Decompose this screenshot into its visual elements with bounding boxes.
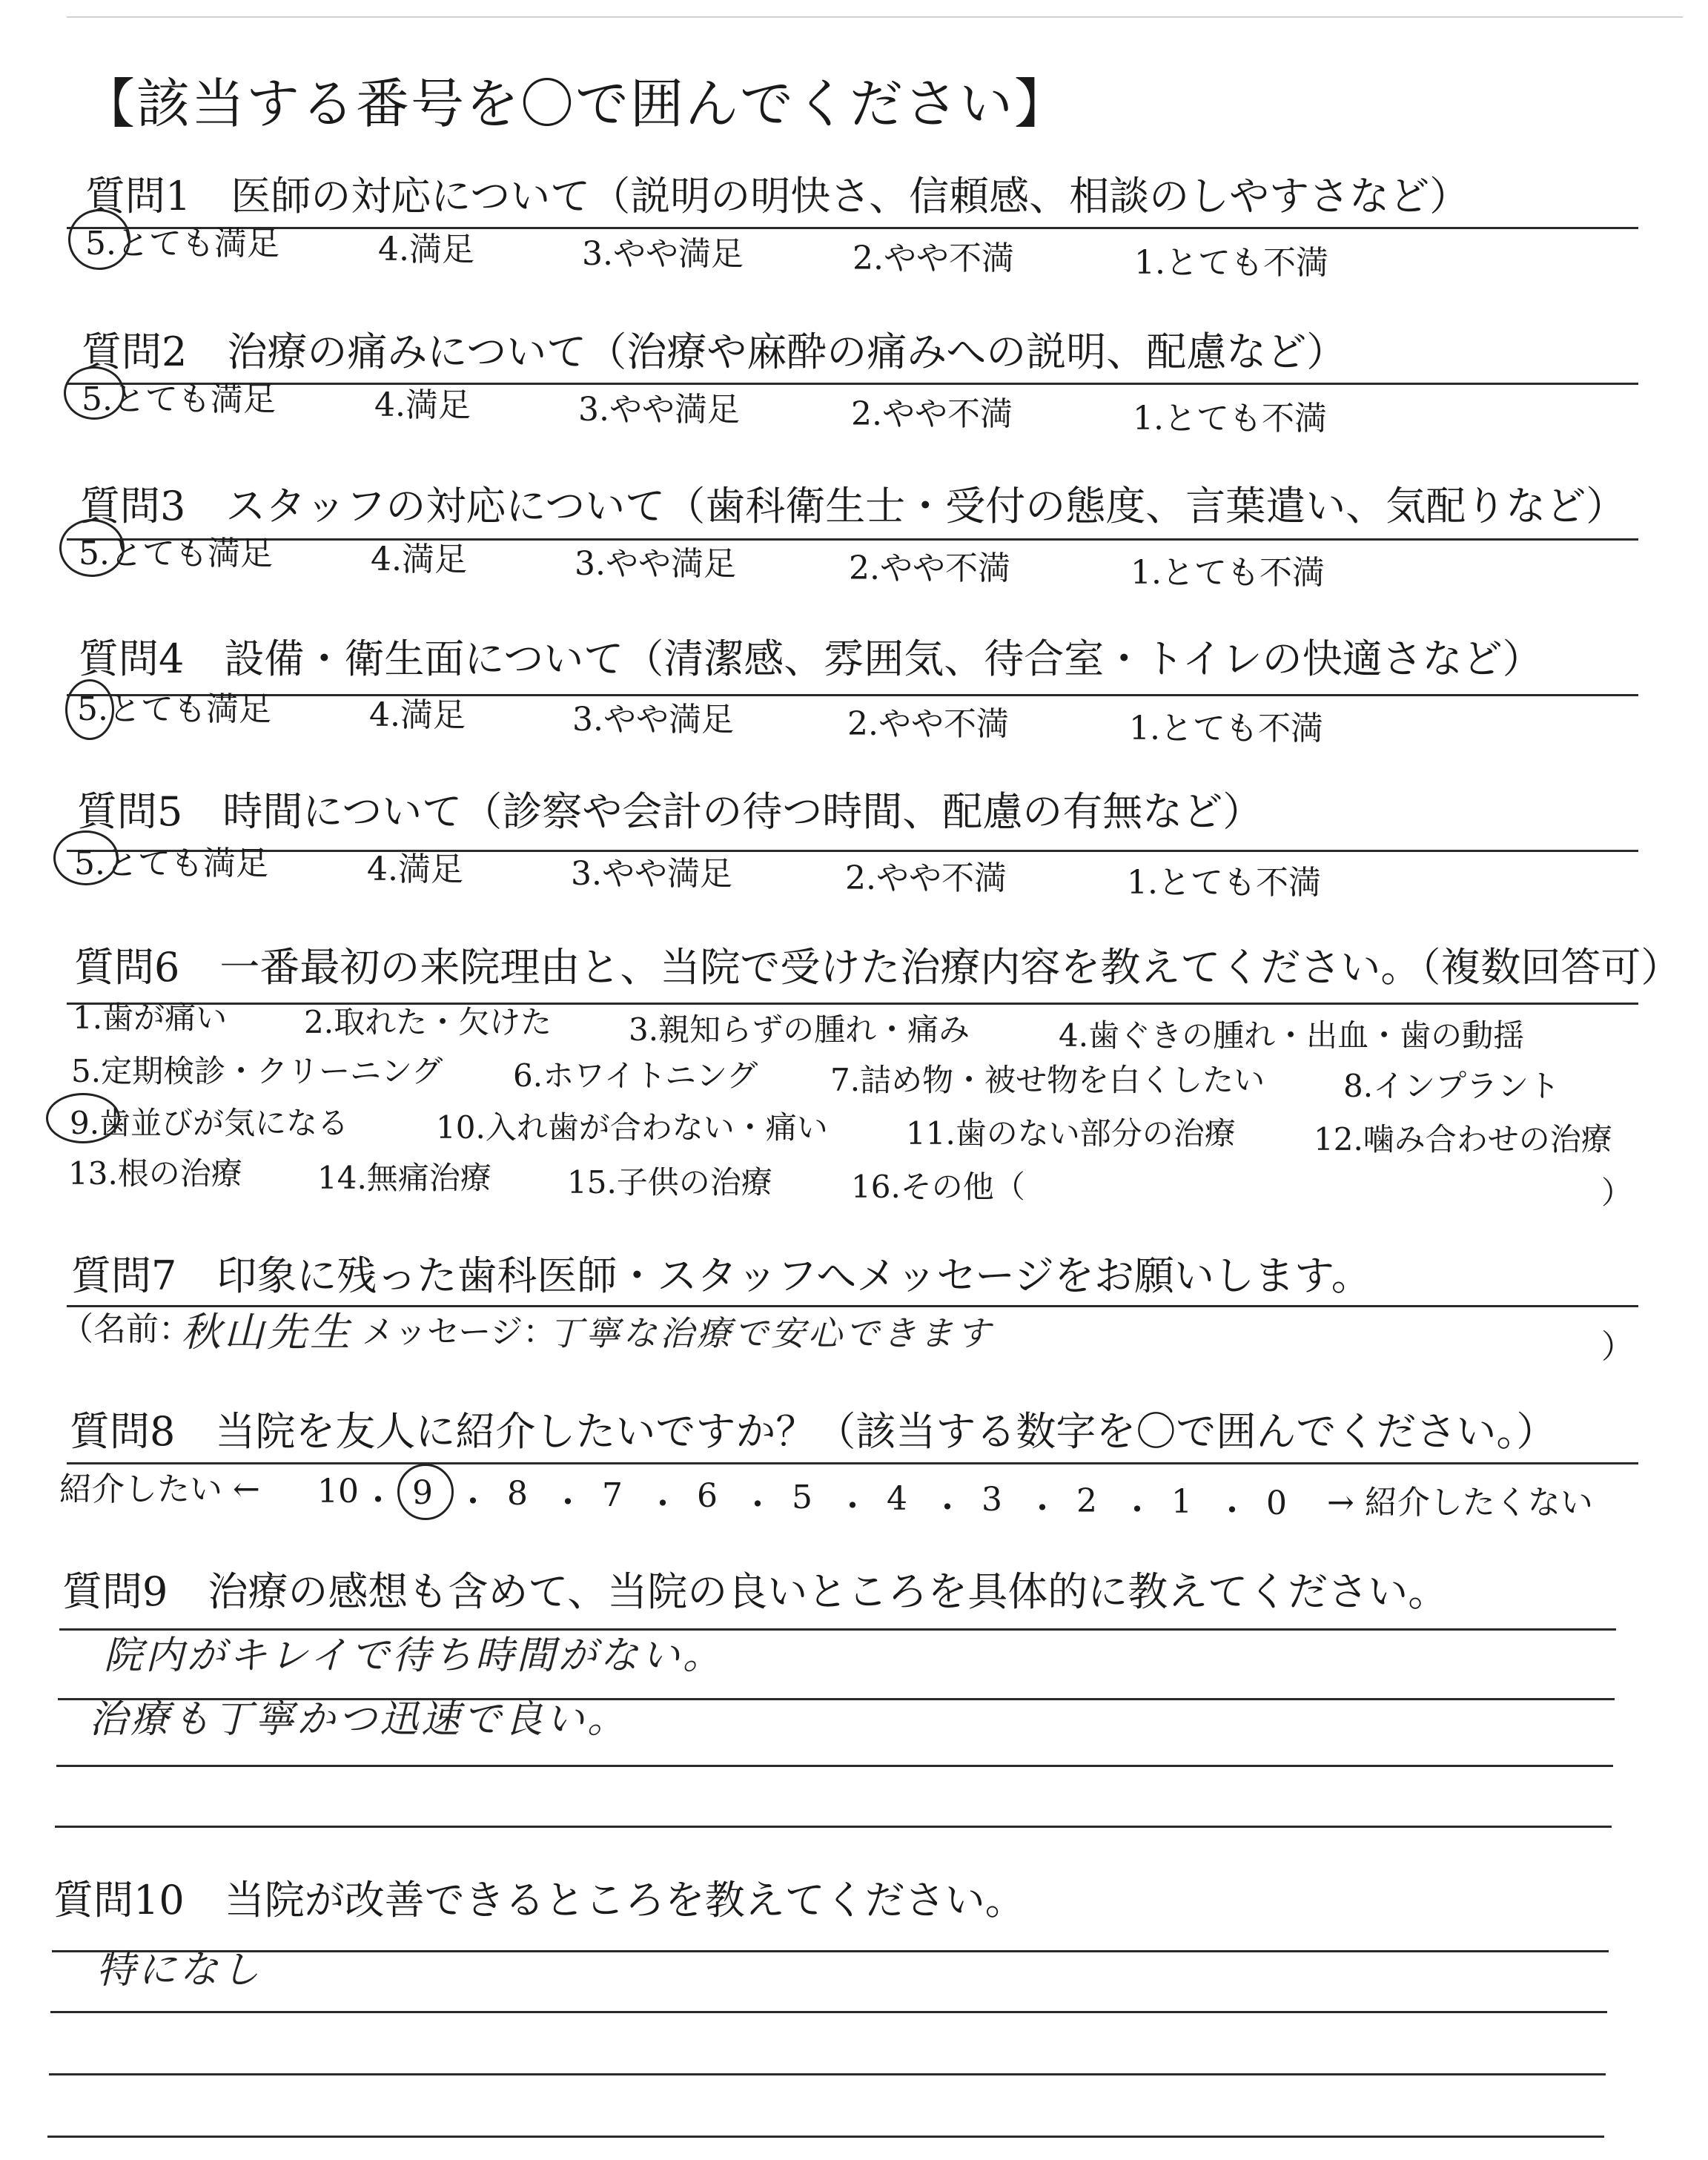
question-label: 質問3 (80, 483, 186, 529)
q8-scale-number[interactable]: 7 (602, 1476, 623, 1514)
question-text: 当院を友人に紹介したいですか？（該当する数字を〇で囲んでください。） (215, 1408, 1557, 1455)
question-label: 質問9 (62, 1568, 168, 1615)
question-7-heading (71, 1244, 1371, 1301)
answer-circle-mark (59, 519, 125, 577)
q5-option-5[interactable]: 5.とても満足 (74, 845, 268, 882)
q6-option-14[interactable]: 14.無痛治療 (317, 1160, 491, 1196)
q6-other-close-paren: ） (1601, 1175, 1633, 1211)
q6-option-1[interactable]: 1.歯が痛い (73, 1000, 228, 1036)
q6-option-4[interactable]: 4.歯ぐきの腫れ・出血・歯の動揺 (1059, 1017, 1525, 1054)
answer-circle-mark (53, 830, 119, 885)
question-label: 質問8 (70, 1408, 176, 1455)
q8-scale-separator: ・ (1026, 1490, 1059, 1528)
q6-option-8[interactable]: 8.インプラント (1343, 1068, 1560, 1104)
q7-message-label: メッセージ： (362, 1313, 556, 1351)
answer-circle-mark (397, 1464, 454, 1520)
q6-option-5[interactable]: 5.定期検診・クリーニング (71, 1053, 443, 1089)
q1-option-4[interactable]: 4.満足 (378, 231, 474, 268)
q9-answer-line-2[interactable]: 治療も丁寧かつ迅速で良い。 (89, 1697, 629, 1742)
q8-scale-number[interactable]: 2 (1076, 1482, 1097, 1520)
q8-scale-number[interactable]: 10 (317, 1473, 359, 1510)
q6-option-9[interactable]: 9.歯並びが気になる (70, 1105, 349, 1141)
question-text: 印象に残った歯科医師・スタッフへメッセージをお願いします。 (216, 1252, 1371, 1299)
question-10-heading (53, 1869, 1025, 1926)
q1-option-3[interactable]: 3.やや満足 (582, 235, 744, 273)
answer-line (50, 2011, 1607, 2013)
q4-option-3[interactable]: 3.やや満足 (572, 701, 734, 739)
q8-scale-number[interactable]: 6 (697, 1477, 718, 1516)
question-8-heading (70, 1400, 1556, 1457)
q8-scale-separator: ・ (931, 1488, 964, 1527)
question-label: 質問6 (74, 944, 180, 991)
question-text: 時間について（診察や会計の待つ時間、配慮の有無など） (222, 788, 1263, 835)
q8-scale-separator: ・ (552, 1484, 584, 1522)
answer-line (52, 1950, 1609, 1952)
q5-option-1[interactable]: 1.とても不満 (1127, 864, 1321, 902)
q1-option-2[interactable]: 2.やや不満 (853, 240, 1014, 277)
q10-answer-line-1[interactable]: 特になし (96, 1948, 263, 1992)
answer-circle-mark (68, 209, 130, 270)
answer-line (49, 2073, 1606, 2075)
q4-option-2[interactable]: 2.やや不満 (847, 705, 1009, 743)
q8-left-label: 紹介したい ← (59, 1470, 260, 1508)
q7-name-handwritten[interactable]: 秋山先生 (181, 1309, 353, 1355)
question-text: 治療の感想も含めて、当院の良いところを具体的に教えてください。 (208, 1568, 1449, 1615)
answer-line (56, 1765, 1613, 1767)
q8-scale-separator: ・ (836, 1487, 869, 1525)
q5-option-2[interactable]: 2.やや不満 (845, 859, 1007, 897)
q6-option-11[interactable]: 11.歯のない部分の治療 (906, 1115, 1236, 1152)
q2-option-5[interactable]: 5.とても満足 (82, 380, 276, 418)
q3-option-2[interactable]: 2.やや不満 (849, 549, 1010, 587)
question-label: 質問7 (71, 1252, 177, 1299)
q4-option-1[interactable]: 1.とても不満 (1129, 710, 1323, 747)
q3-option-5[interactable]: 5.とても満足 (79, 535, 273, 572)
q8-scale-number[interactable]: 8 (507, 1475, 528, 1513)
question-text: 当院が改善できるところを教えてください。 (224, 1877, 1025, 1923)
question-text: 設備・衛生面について（清潔感、雰囲気、待合室・トイレの快適さなど） (224, 635, 1543, 682)
q9-answer-line-1[interactable]: 院内がキレイで待ち時間がない。 (104, 1634, 724, 1678)
q5-option-3[interactable]: 3.やや満足 (571, 855, 732, 893)
q8-scale-separator: ・ (457, 1482, 489, 1521)
q2-option-2[interactable]: 2.やや不満 (851, 395, 1013, 433)
q8-scale-number[interactable]: 1 (1171, 1483, 1192, 1522)
q2-option-1[interactable]: 1.とても不満 (1133, 400, 1327, 437)
q8-scale-separator: ・ (646, 1484, 679, 1523)
answer-line (47, 2136, 1604, 2138)
q1-option-1[interactable]: 1.とても不満 (1134, 244, 1328, 282)
divider (67, 1003, 1638, 1005)
q7-close-paren: ） (1601, 1328, 1634, 1366)
answer-circle-mark (64, 366, 125, 420)
q6-option-15[interactable]: 15.子供の治療 (567, 1164, 772, 1200)
q6-option-6[interactable]: 6.ホワイトニング (513, 1057, 758, 1094)
q6-option-3[interactable]: 3.親知らずの腫れ・痛み (629, 1011, 970, 1048)
question-4-heading (79, 627, 1543, 684)
question-text: スタッフの対応について（歯科衛生士・受付の態度、言葉遣い、気配りなど） (225, 483, 1626, 529)
q5-option-4[interactable]: 4.満足 (367, 851, 463, 888)
q8-scale-number[interactable]: 0 (1266, 1484, 1287, 1522)
q8-right-label: → 紹介したくない (1327, 1484, 1593, 1522)
question-label: 質問10 (53, 1877, 185, 1923)
q3-option-4[interactable]: 4.満足 (371, 541, 467, 578)
q8-scale-separator: ・ (1216, 1492, 1248, 1530)
q6-option-10[interactable]: 10.入れ歯が合わない・痛い (436, 1109, 828, 1146)
q6-option-2[interactable]: 2.取れた・欠けた (304, 1004, 552, 1040)
divider (67, 1462, 1638, 1464)
answer-circle-mark (46, 1093, 120, 1143)
q8-scale-separator: ・ (1121, 1490, 1153, 1529)
q8-scale-number[interactable]: 3 (982, 1481, 1002, 1519)
question-label: 質問2 (82, 328, 188, 375)
answer-line (55, 1826, 1612, 1828)
question-9-heading (62, 1560, 1448, 1617)
q2-option-3[interactable]: 3.やや満足 (578, 391, 740, 429)
q3-option-1[interactable]: 1.とても不満 (1131, 554, 1325, 592)
question-6-heading (74, 936, 1681, 993)
question-3-heading (80, 475, 1626, 532)
question-2-heading (82, 320, 1346, 377)
q8-scale-separator: ・ (362, 1482, 394, 1519)
question-5-heading (77, 780, 1262, 837)
page-title: 【該当する番号を〇で囲んでください】 (82, 73, 1070, 135)
q7-message-handwritten[interactable]: 丁寧な治療で安心できます (549, 1313, 993, 1353)
q6-option-13[interactable]: 13.根の治療 (68, 1155, 242, 1192)
q8-scale-separator: ・ (741, 1486, 774, 1525)
question-label: 質問4 (79, 635, 185, 682)
q8-scale-number[interactable]: 5 (792, 1479, 812, 1516)
question-1-heading (85, 165, 1469, 222)
q2-option-4[interactable]: 4.満足 (374, 386, 471, 424)
question-text: 医師の対応について（説明の明快さ、信頼感、相談のしやすさなど） (231, 173, 1470, 219)
divider (67, 227, 1638, 229)
answer-circle-mark (65, 679, 114, 740)
q1-option-5[interactable]: 5.とても満足 (85, 225, 279, 262)
divider (67, 538, 1638, 541)
divider (67, 383, 1638, 385)
page-edge (67, 16, 1683, 18)
q8-scale-number[interactable]: 4 (887, 1479, 907, 1518)
q7-name-label: （名前： (61, 1310, 191, 1348)
question-label: 質問5 (77, 788, 183, 835)
divider (67, 694, 1638, 696)
q3-option-3[interactable]: 3.やや満足 (575, 545, 736, 583)
q8-scale-number[interactable]: 9 (412, 1473, 433, 1512)
question-text: 一番最初の来院理由と、当院で受けた治療内容を教えてください。（複数回答可） (219, 944, 1681, 991)
q6-option-16[interactable]: 16.その他（ (851, 1169, 1025, 1205)
q4-option-5[interactable]: 5.とても満足 (77, 690, 271, 728)
q6-option-12[interactable]: 12.噛み合わせの治療 (1314, 1121, 1612, 1157)
question-label: 質問1 (85, 173, 191, 219)
q6-option-7[interactable]: 7.詰め物・被せ物を白くしたい (830, 1062, 1265, 1098)
question-text: 治療の痛みについて（治療や麻酔の痛みへの説明、配慮など） (227, 328, 1347, 375)
q4-option-4[interactable]: 4.満足 (369, 696, 466, 734)
